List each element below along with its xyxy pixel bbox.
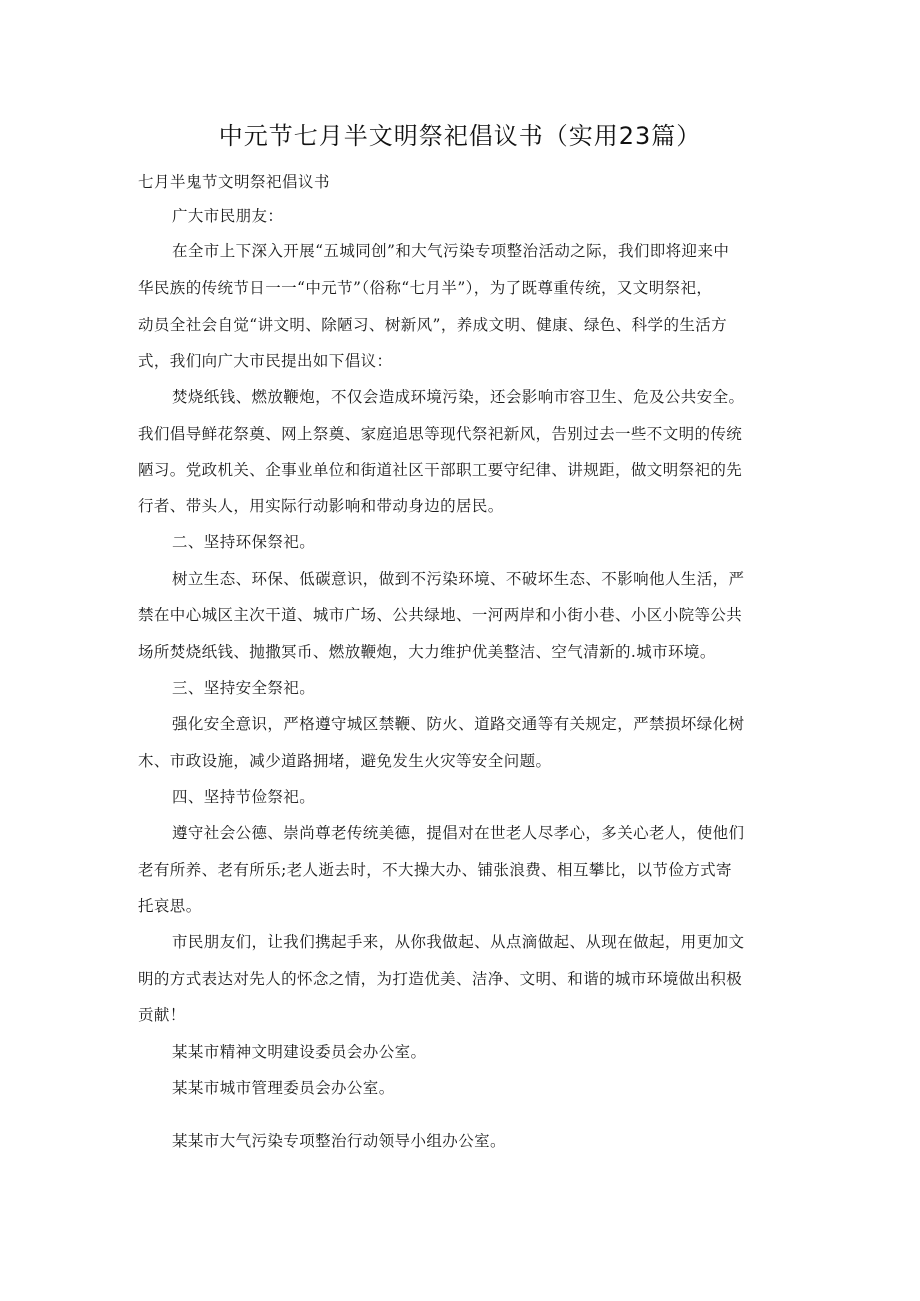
paragraph-line: 遵守社会公德、崇尚尊老传统美德，提倡对在世老人尽孝心，多关心老人，使他们 [172, 824, 745, 842]
paragraph-line: 华民族的传统节日一一“中元节”（俗称“七月半”），为了既尊重传统，又文明祭祀， [138, 279, 713, 297]
paragraph-line: 树立生态、环保、低碳意识，做到不污染环境、不破坏生态、不影响他人生活，严 [172, 570, 745, 588]
paragraph-line: 托哀思。 [138, 897, 202, 915]
paragraph-line: 场所焚烧纸钱、抛撒冥币、燃放鞭炮，大力维护优美整洁、空气清新的.城市环境。 [138, 643, 716, 661]
signature-line: 某某市城市管理委员会办公室。 [172, 1079, 395, 1097]
section-heading: 二、坚持环保祭祀。 [172, 533, 316, 551]
paragraph-line: 木、市政设施，减少道路拥堵，避免发生火灾等安全问题。 [138, 752, 552, 770]
paragraph-line: 老有所养、老有所乐;老人逝去时，不大操大办、铺张浪费、相互攀比，以节俭方式寄 [138, 861, 732, 879]
paragraph-line: 明的方式表达对先人的怀念之情，为打造优美、洁净、文明、和谐的城市环境做出积极 [138, 970, 743, 988]
paragraph-line: 焚烧纸钱、燃放鞭炮，不仅会造成环境污染，还会影响市容卫生、危及公共安全。 [172, 388, 745, 406]
paragraph-line: 贡献！ [138, 1006, 186, 1024]
paragraph-line: 陋习。党政机关、企事业单位和街道社区干部职工要守纪律、讲规距，做文明祭祀的先 [138, 461, 743, 479]
paragraph-line: 行者、带头人，用实际行动影响和带动身边的居民。 [138, 497, 504, 515]
paragraph-line: 强化安全意识，严格遵守城区禁鞭、防火、道路交通等有关规定，严禁损坏绿化树 [172, 715, 745, 733]
paragraph-line: 动员全社会自觉“讲文明、除陋习、树新风”，养成文明、健康、绿色、科学的生活方 [138, 316, 728, 334]
section-heading: 四、坚持节俭祭祀。 [172, 788, 316, 806]
salutation: 广大市民朋友： [172, 207, 284, 225]
paragraph-line: 在全市上下深入开展“五城同创”和大气污染专项整治活动之际，我们即将迎来中 [172, 242, 730, 260]
document-title: 中元节七月半文明祭祀倡议书（实用23篇） [218, 122, 702, 150]
section-heading: 三、坚持安全祭祀。 [172, 679, 316, 697]
signature-line: 某某市大气污染专项整治行动领导小组办公室。 [172, 1132, 506, 1150]
paragraph-line: 我们倡导鲜花祭奠、网上祭奠、家庭追思等现代祭祀新风，告别过去一些不文明的传统 [138, 425, 743, 443]
document-subtitle: 七月半鬼节文明祭祀倡议书 [138, 173, 331, 191]
signature-line: 某某市精神文明建设委员会办公室。 [172, 1043, 427, 1061]
paragraph-line: 市民朋友们，让我们携起手来，从你我做起、从点滴做起、从现在做起，用更加文 [172, 933, 745, 951]
paragraph-line: 禁在中心城区主次干道、城市广场、公共绿地、一河两岸和小街小巷、小区小院等公共 [138, 606, 743, 624]
paragraph-line: 式，我们向广大市民提出如下倡议： [138, 352, 393, 370]
